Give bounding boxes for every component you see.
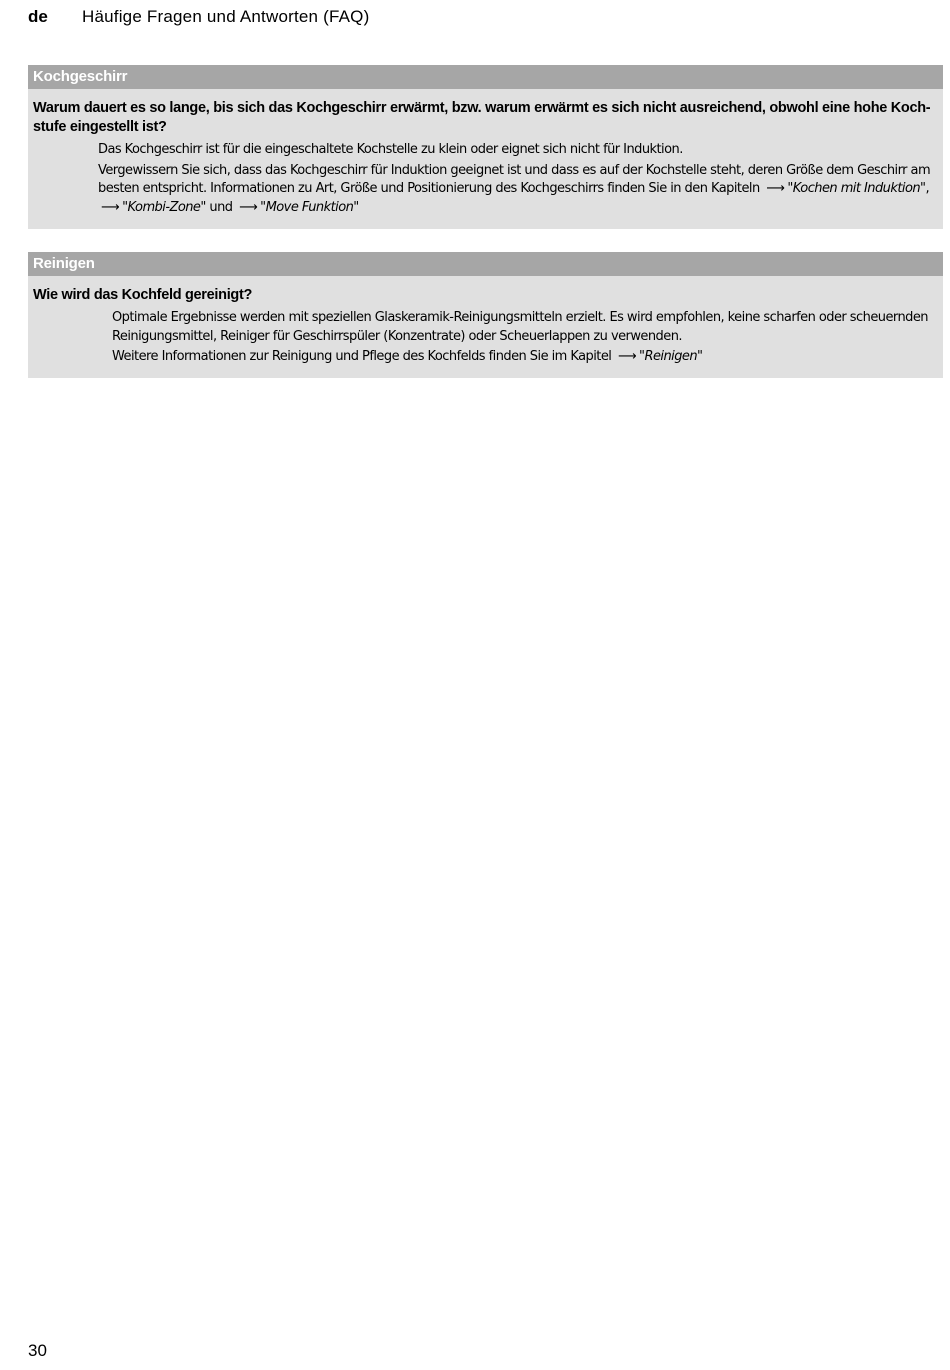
page-header (28, 7, 369, 29)
answer-paragraph (98, 162, 931, 218)
chapter-reference: "Move Funktion" (260, 199, 359, 215)
faq-section-cleaning (28, 252, 943, 378)
arrow-icon: ⟶ (239, 199, 258, 215)
section-heading: Kochgeschirr (28, 65, 943, 89)
faq-answer (28, 309, 943, 367)
language-code: de (28, 7, 48, 26)
page-title: Häufige Fragen und Antworten (FAQ) (82, 7, 370, 26)
answer-paragraph: Das Kochgeschirr ist für die eingeschaltete Kochstelle zu klein oder eignet sich nicht für Induktion. (98, 142, 683, 157)
separator: und (209, 199, 233, 215)
separator: , (925, 181, 930, 196)
faq-question: Wie wird das Kochfeld gereinigt? (33, 287, 253, 303)
answer-paragraph: Optimale Ergebnisse werden mit speziellen Glaskeramik-Reinigungsmitteln erzielt. Es wird empfohlen, keine scharfen oder scheuernden Reinigungsmittel, Reiniger für Geschirrspüler (Konzentrate) oder Scheuerlappen zu verwenden. (112, 310, 929, 344)
chapter-reference: "Reinigen" (639, 349, 703, 364)
answer-text: Vergewissern Sie sich, dass das Kochgeschirr für Induktion geeignet ist und dass es auf der Kochstelle steht, deren Größe dem Geschirr am besten entspricht. Informationen zu Art, Größe und Positionierung des Kochgeschirrs finden Sie in den Kapiteln (98, 162, 931, 196)
faq-question: Warum dauert es so lange, bis sich das Kochgeschirr erwärmt, bzw. warum erwärmt es sich nicht ausreichend, obwohl eine hohe Kochstufe eingestellt ist? (33, 100, 931, 135)
arrow-icon: ⟶ (101, 199, 120, 215)
page-number: 30 (28, 1341, 47, 1360)
answer-paragraph (112, 348, 937, 367)
arrow-icon: ⟶ (766, 181, 785, 196)
arrow-icon: ⟶ (617, 349, 637, 364)
faq-section-cookware (28, 65, 943, 229)
chapter-reference: "Kochen mit Induktion" (787, 181, 926, 196)
chapter-reference: "Kombi-Zone" (122, 199, 206, 215)
section-heading: Reinigen (28, 252, 943, 276)
faq-answer (28, 141, 943, 217)
answer-text: Weitere Informationen zur Reinigung und Pflege des Kochfelds finden Sie im Kapitel (112, 349, 612, 364)
